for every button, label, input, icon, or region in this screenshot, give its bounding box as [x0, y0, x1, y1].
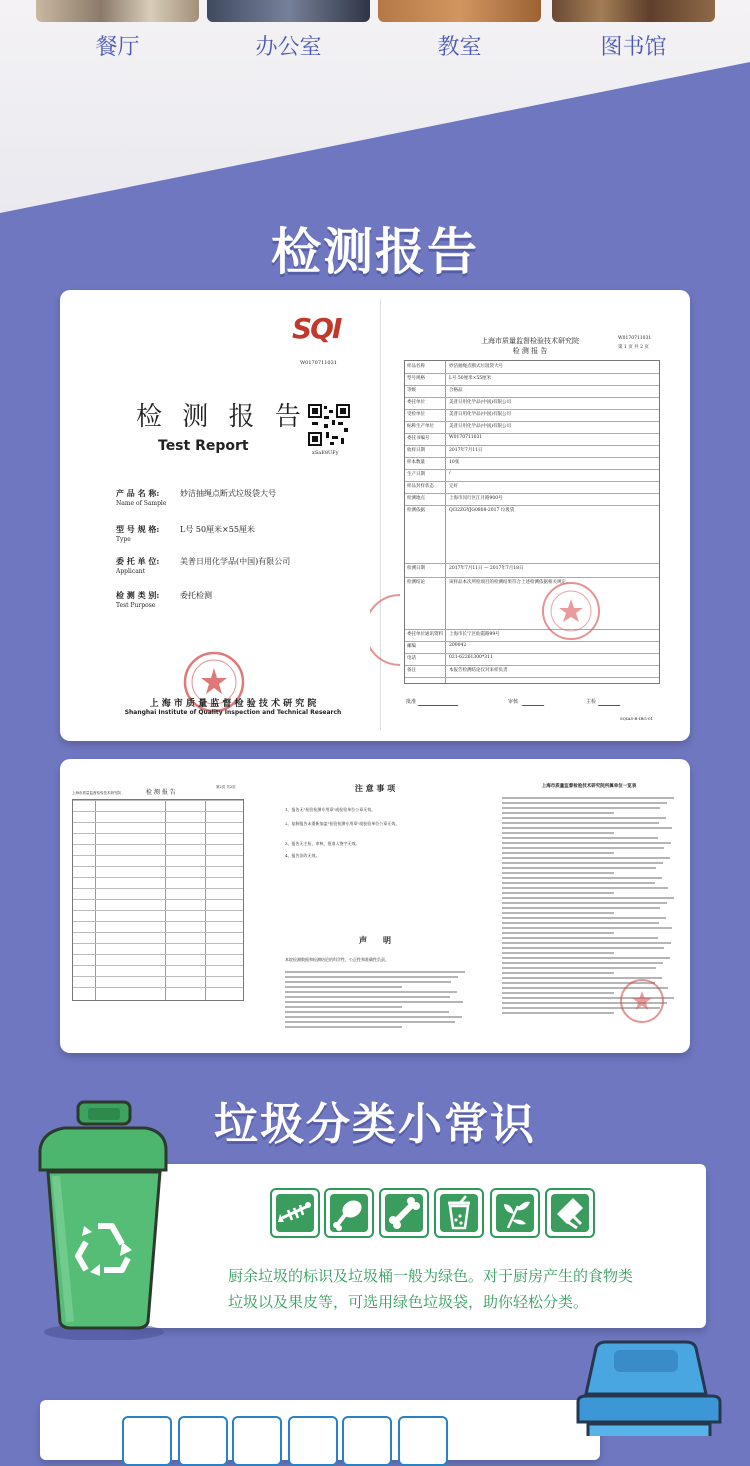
detail-row-label: 邮编	[407, 644, 416, 649]
detail-row-label: 受检单位	[407, 412, 425, 417]
detail-row-value: W0170711031	[449, 435, 483, 440]
detail-row-label: 收样日期	[407, 448, 425, 453]
text-line	[285, 1011, 449, 1013]
text-line	[502, 802, 667, 804]
detail-table-row	[405, 563, 659, 578]
text-line	[502, 897, 674, 899]
text-line	[502, 937, 658, 939]
signature-mark	[598, 695, 624, 706]
detail-row-value: L号 50厘米×55厘米	[449, 376, 492, 381]
text-line	[502, 827, 672, 829]
field-value: 美普日用化学品(中国)有限公司	[180, 557, 291, 566]
leaves-icon	[490, 1188, 540, 1238]
notice-middle-page	[275, 781, 475, 1031]
detail-row-value: 美普日用化学品(中国)有限公司	[449, 412, 512, 417]
text-line	[502, 877, 662, 879]
text-line	[285, 986, 402, 988]
text-line	[285, 1006, 402, 1008]
text-line	[285, 976, 458, 978]
table-row-line	[73, 910, 243, 911]
text-line	[502, 942, 671, 944]
table-row-line	[73, 833, 243, 834]
text-line	[285, 1001, 463, 1003]
field-label-en: Type	[116, 536, 131, 543]
text-line	[502, 967, 656, 969]
detail-row-value: Q/32ZGYJG0808-2017 垃圾袋	[449, 508, 515, 513]
text-line	[502, 872, 614, 874]
text-line	[502, 807, 660, 809]
text-line	[285, 996, 450, 998]
table-row-line	[73, 822, 243, 823]
notice-left-page-no: 第2页 共2页	[216, 785, 236, 789]
metal-icon	[178, 1416, 228, 1466]
notice-note: 本院检测数据和检测结论的科学性、公正性和准确性负责。	[285, 957, 389, 962]
kitchen-waste-text-1: 厨余垃圾的标识及垃圾桶一般为绿色。对于厨房产生的食物类	[228, 1267, 634, 1285]
text-line	[502, 892, 614, 894]
table-row-line	[73, 921, 243, 922]
field-value: L号 50厘米×55厘米	[180, 525, 255, 534]
detail-row-label: 标称生产单位	[407, 424, 434, 429]
field-label: 检 测 类 别:	[116, 590, 160, 600]
place-label: 办公室	[255, 35, 322, 60]
detail-row-label: 委托书编号	[407, 436, 430, 441]
detail-row-label: 委托单位	[407, 400, 425, 405]
place-label: 图书馆	[600, 35, 667, 60]
detail-row-label: 检测依据	[407, 508, 425, 513]
detail-row-value: 美普日用化学品(中国)有限公司	[449, 400, 512, 405]
detail-row-value: 完好	[449, 484, 458, 489]
serial-number: W0170711031	[300, 360, 337, 366]
bottle-icon	[398, 1416, 448, 1466]
text-line	[502, 882, 655, 884]
office-thumbnail	[207, 0, 370, 22]
notice-item: 1、报告无"检验检测专用章"或检验单位公章无效。	[285, 807, 376, 812]
detail-row-value: 2017年7月11日	[449, 448, 483, 453]
detail-row-label: 样本数量	[407, 460, 425, 465]
text-line	[502, 812, 614, 814]
report-detail	[390, 300, 680, 730]
detail-row-value: 本报告检测结论仅对来样负责	[449, 668, 508, 673]
text-line	[502, 1012, 614, 1014]
notice-item: 2、复制报告未重新加盖"检验检测专用章"或检验单位公章无效。	[285, 821, 400, 826]
field-label-en: Test Purpose	[116, 602, 156, 609]
field-label: 委 托 单 位:	[116, 556, 160, 566]
paper-icon	[122, 1416, 172, 1466]
detail-row-value: 合格品	[449, 388, 463, 393]
cover-title-cn: 检 测 报 告	[136, 402, 307, 432]
notice-right-title: 上海市质量监督检验技术研究院所属单位一览表	[541, 784, 637, 789]
notice-right-page	[498, 781, 680, 1031]
table-row-line	[73, 866, 243, 867]
sign-approve: 批准	[406, 699, 417, 705]
sign-inspect: 主检	[586, 699, 597, 705]
table-row-line	[73, 976, 243, 977]
institute-cn: 上 海 市 质 量 监 督 检 验 技 术 研 究 院	[149, 699, 317, 709]
table-row-line	[73, 954, 243, 955]
text-line	[502, 887, 668, 889]
text-line	[502, 912, 614, 914]
institute-en: Shanghai Institute of Quality Inspection and Technical Research	[124, 709, 342, 716]
signature-mark	[418, 695, 462, 706]
table-row-line	[73, 855, 243, 856]
stamp-icon	[540, 580, 602, 642]
fishbone-icon	[270, 1188, 320, 1238]
notice-middle-title2: 声 明	[359, 935, 391, 945]
table-row-line	[73, 877, 243, 878]
restaurant-thumbnail	[36, 0, 199, 22]
glass-icon	[232, 1416, 282, 1466]
sorting-section-title: 垃圾分类小常识	[214, 1099, 536, 1150]
place-label: 教室	[437, 35, 482, 60]
field-label: 产 品 名 称:	[116, 488, 160, 498]
qr-code-icon	[308, 404, 350, 446]
report-card	[60, 290, 690, 741]
text-line	[502, 817, 666, 819]
detail-row-value: 021-62261300*311	[449, 655, 493, 660]
detail-row-value: 2017年7月11日 — 2017年7月18日	[449, 566, 524, 571]
notice-item: 4、报告涂改无效。	[285, 853, 320, 858]
detail-table-row	[405, 505, 659, 564]
detail-row-value: 10张	[449, 460, 460, 465]
detail-table-row	[405, 665, 659, 678]
kitchen-waste-text-2: 垃圾以及果皮等，可选用绿色垃圾袋，助你轻松分类。	[228, 1293, 589, 1311]
text-line	[502, 797, 674, 799]
detail-row-label: 委托单位通讯资料	[407, 632, 443, 637]
table-row-line	[73, 800, 243, 801]
detail-row-value: 妙洁抽绳点断式垃圾袋大号	[449, 364, 503, 369]
text-line	[502, 947, 664, 949]
library-thumbnail	[552, 0, 715, 22]
place-thumbnails	[36, 0, 716, 60]
detail-row-label: 样品名称	[407, 364, 425, 369]
text-line	[502, 852, 614, 854]
text-line	[502, 862, 663, 864]
report-section-title: 检测报告	[271, 223, 479, 281]
detail-row-label: 检测日期	[407, 566, 425, 571]
blue-trash-bin-icon	[574, 1338, 724, 1436]
notice-middle-title: 注 意 事 项	[354, 783, 396, 793]
text-line	[502, 957, 670, 959]
stamp-icon	[618, 977, 666, 1025]
text-line	[502, 972, 614, 974]
place-label: 餐厅	[95, 35, 140, 60]
detail-report-no: W0170711031	[618, 336, 652, 341]
signature-mark	[522, 695, 548, 706]
plastic-icon	[288, 1416, 338, 1466]
text-line	[502, 842, 671, 844]
field-value: 妙洁抽绳点断式垃圾袋大号	[180, 489, 276, 498]
table-row-line	[73, 811, 243, 812]
text-line	[502, 857, 670, 859]
notice-item: 3、报告无主检、审核、批准人签字无效。	[285, 841, 360, 846]
detail-table	[404, 360, 660, 684]
text-line	[502, 992, 614, 994]
bone-icon	[379, 1188, 429, 1238]
notice-left-title: 检 测 报 告	[146, 789, 176, 796]
detail-row-label: 检测结论	[407, 580, 425, 585]
text-line	[502, 832, 614, 834]
text-line	[502, 907, 660, 909]
text-line	[502, 902, 667, 904]
notice-left-table	[72, 799, 244, 1001]
qr-caption: xSaE8UFy	[312, 450, 339, 456]
detail-row-label: 检测地点	[407, 496, 425, 501]
sqi-logo: SQI	[292, 312, 341, 345]
detail-row-value: 200042	[449, 643, 467, 648]
table-row-line	[73, 932, 243, 933]
text-line	[502, 917, 666, 919]
detail-table-row	[405, 577, 659, 630]
field-label: 型 号 规 格:	[116, 524, 160, 534]
table-row-line	[73, 844, 243, 845]
text-line	[502, 837, 658, 839]
detail-row-label: 生产日期	[407, 472, 425, 477]
detail-page: 第 1 页 共 2 页	[618, 345, 649, 350]
table-row-line	[73, 965, 243, 966]
field-label-en: Name of Sample	[116, 500, 167, 507]
text-line	[285, 991, 457, 993]
detail-row-label: 电话	[407, 656, 416, 661]
text-line	[502, 867, 656, 869]
cloth-icon	[342, 1416, 392, 1466]
notice-card	[60, 759, 690, 1053]
report-cover	[72, 300, 372, 730]
sign-review: 审核	[508, 699, 519, 705]
drink-cup-icon	[434, 1188, 484, 1238]
text-line	[502, 962, 663, 964]
drumstick-icon	[324, 1188, 374, 1238]
text-line	[502, 822, 659, 824]
footer-code: SQIA5-R-IRG-01	[620, 716, 654, 721]
text-line	[285, 1026, 402, 1028]
fruit-peel-icon	[545, 1188, 595, 1238]
detail-row-label: 备注	[407, 668, 416, 673]
text-line	[502, 847, 664, 849]
notice-left-header: 上海市质量监督检验技术研究院	[72, 791, 121, 795]
detail-row-label: 型号规格	[407, 376, 425, 381]
notice-left-page	[70, 781, 245, 1031]
text-line	[502, 932, 614, 934]
detail-row-value: 该样品本次所检项目的检测结果符合上述检测依据相关规定。	[449, 580, 571, 585]
text-line	[285, 981, 451, 983]
detail-row-value: 上海市长宁区仙霞路99号	[449, 632, 500, 637]
detail-row-label: 等级	[407, 388, 416, 393]
cover-title-en: Test Report	[158, 438, 249, 454]
text-line	[502, 927, 672, 929]
text-line	[285, 971, 465, 973]
green-trash-bin-icon	[34, 1100, 172, 1340]
table-row-line	[73, 943, 243, 944]
field-value: 委托检测	[180, 591, 212, 600]
text-line	[502, 952, 614, 954]
text-line	[285, 1021, 455, 1023]
classroom-thumbnail	[378, 0, 541, 22]
detail-row-value: 美普日用化学品(中国)有限公司	[449, 424, 512, 429]
text-line	[285, 1016, 462, 1018]
table-row-line	[73, 899, 243, 900]
text-line	[502, 922, 659, 924]
detail-institute: 上海市质量监督检验技术研究院	[481, 337, 579, 345]
detail-row-label: 样品封样状态	[407, 484, 434, 489]
table-row-line	[73, 888, 243, 889]
detail-row-value: 上海市闵行区江月路900号	[449, 496, 503, 501]
detail-subtitle: 检 测 报 告	[512, 347, 548, 355]
detail-row-value: /	[449, 471, 451, 476]
seam-stamp-icon	[370, 590, 410, 670]
table-row-line	[73, 987, 243, 988]
field-label-en: Applicant	[116, 568, 146, 575]
